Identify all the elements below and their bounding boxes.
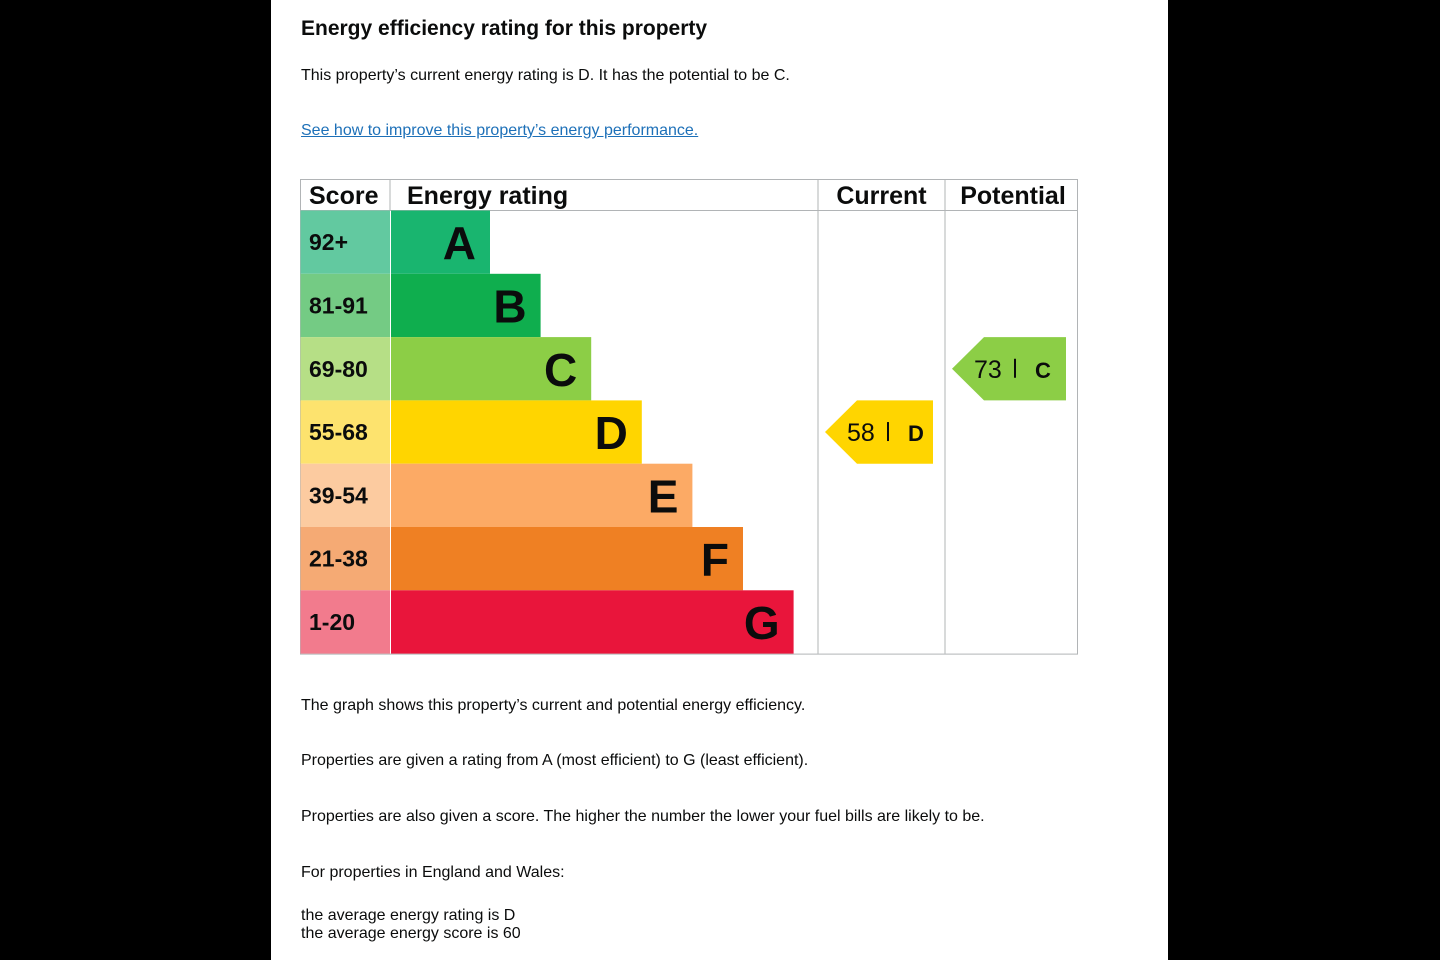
region-note: For properties in England and Wales: <box>301 864 565 881</box>
potential-rating-indicator-score: 73 <box>974 355 1002 384</box>
band-score-label: 55-68 <box>309 419 368 446</box>
band-letter: D <box>594 407 628 460</box>
graph-note: The graph shows this property’s current and potential energy efficiency. <box>301 697 806 714</box>
intro-text: This property’s current energy rating is D. It has the potential to be C. <box>301 67 790 84</box>
band-letter: A <box>442 217 476 270</box>
average-score: the average energy score is 60 <box>301 925 521 942</box>
epc-panel <box>271 0 1168 960</box>
band-letter: F <box>700 533 729 586</box>
band-score-label: 92+ <box>309 229 349 256</box>
band-score-label: 81-91 <box>309 292 368 319</box>
header-potential: Potential <box>960 182 1066 210</box>
band-score-label: 1-20 <box>309 608 356 635</box>
current-rating-indicator-score: 58 <box>847 419 875 448</box>
band-score-label: 21-38 <box>309 545 368 572</box>
band-letter: E <box>647 470 679 523</box>
potential-rating-indicator <box>952 337 1066 400</box>
epc-rating-chart <box>300 179 1079 656</box>
band-letter: C <box>543 343 578 396</box>
improve-energy-link[interactable]: See how to improve this property’s energy performance. <box>301 122 699 139</box>
band-score-label: 69-80 <box>309 355 368 382</box>
band-letter: G <box>743 596 780 649</box>
current-rating-indicator-letter: D <box>908 421 924 447</box>
current-rating-indicator <box>825 400 933 463</box>
potential-rating-indicator-letter: C <box>1035 357 1051 383</box>
score-note: Properties are also given a score. The higher the number the lower your fuel bills are likely to be. <box>301 808 985 825</box>
header-current: Current <box>836 182 927 210</box>
averages <box>301 907 521 943</box>
chart-headers <box>309 182 1066 210</box>
band-score-label: 39-54 <box>309 482 368 509</box>
band-bar-g <box>391 590 794 653</box>
average-rating: the average energy rating is D <box>301 907 516 924</box>
chart-bands <box>301 211 794 654</box>
header-score: Score <box>309 182 379 210</box>
band-bar-f <box>391 527 743 590</box>
rating-note: Properties are given a rating from A (most efficient) to G (least efficient). <box>301 752 809 769</box>
band-letter: B <box>493 280 527 333</box>
page-title: Energy efficiency rating for this property <box>301 17 708 40</box>
header-energy-rating: Energy rating <box>407 182 569 210</box>
